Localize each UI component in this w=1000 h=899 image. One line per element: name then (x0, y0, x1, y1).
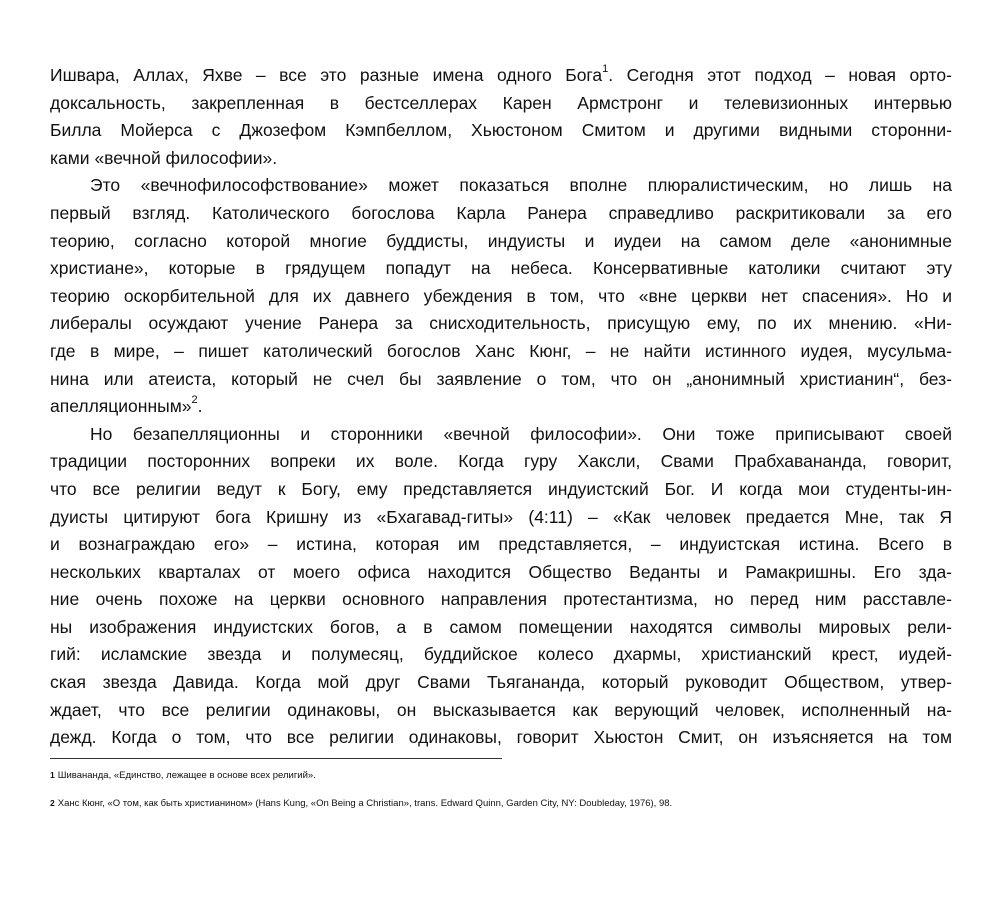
text-line: и вознаграждаю его» – истина, которая им представляется, – индуистская истина. Всего в (50, 534, 952, 555)
text-line: теорию, согласно которой многие буддисты, индуисты и иудеи на самом деле «анонимные (50, 230, 952, 251)
text-line: доксальность, закрепленная в бестселлерах Карен Армстронг и телевизионных интервью (50, 92, 952, 113)
text-line: нина или атеиста, который не счел бы заявление о том, что он „анонимный христианин“, без- (50, 368, 952, 389)
text-line: ская звезда Давида. Когда мой друг Свами Тьягананда, который руководит Обществом, утвер- (50, 672, 952, 693)
text-line: ждает, что все религии одинаковы, он высказывается как верующий человек, исполненный на- (50, 699, 952, 720)
text-line: Это «вечнофилософствование» может показаться вполне плюралистическим, но лишь на (90, 175, 952, 196)
text-line: Ишвара, Аллах, Яхве – все это разные имена одного Бога$^1$. Сегодня этот подход – новая орто- (50, 63, 952, 85)
text-line: Но безапелляционны и сторонники «вечной философии». Они тоже приписывают своей (90, 423, 952, 444)
text-line: нескольких кварталах от моего офиса находится Общество Веданты и Рамакришны. Его зда- (50, 561, 952, 582)
paragraph-1 (50, 62, 952, 172)
text-line: ние очень похоже на церкви основного направления протестантизма, но перед ним расставле- (50, 589, 952, 610)
footnote-text: Шивананда, «Единство, лежащее в основе всех религий». (57, 769, 316, 781)
footnote-ref-1[interactable]: 1 (602, 63, 609, 76)
text-line: Билла Мойерса с Джозефом Кэмпбеллом, Хьюстоном Смитом и другими видными сторонни- (50, 120, 952, 141)
footnote-2 (50, 797, 952, 811)
footnote-ref-2[interactable]: 2 (191, 394, 198, 407)
paragraph-2 (50, 172, 952, 420)
text-line: ками «вечной философии». (50, 147, 278, 168)
footnote-divider (50, 758, 502, 759)
text-line: где в мире, – пишет католический богослов Ханс Кюнг, – не найти истинного иудея, мусульма- (50, 340, 952, 361)
text-line: теорию оскорбительной для их давнего убеждения в том, что «вне церкви нет спасения». Но и (50, 285, 952, 306)
paragraph-3 (50, 421, 952, 752)
text-line: дуисты цитируют бога Кришну из «Бхагавад-гиты» (4:11) – «Как человек предается Мне, так Я (50, 506, 952, 527)
footnote-1 (50, 769, 952, 783)
footnotes (50, 769, 952, 811)
document-page (50, 62, 952, 825)
text-line: гий: исламские звезда и полумесяц, буддийское колесо дхармы, христианский крест, иудей- (50, 644, 952, 665)
text-line: либералы осуждают учение Ранера за снисходительность, присущую ему, по их мнению. «Ни- (50, 313, 952, 334)
text-line: первый взгляд. Католического богослова Карла Ранера справедливо раскритиковали за его (50, 202, 952, 223)
text-line: апелляционным»$^2$. (50, 394, 203, 417)
footnote-mark: 1 (50, 769, 55, 780)
text-line: ны изображения индуистских богов, а в самом помещении находятся символы мировых рели- (50, 616, 952, 637)
text-line: традиции посторонних вопреки их воле. Когда гуру Хаксли, Свами Прабхавананда, говорит, (50, 451, 952, 472)
body-text (50, 62, 952, 752)
footnote-mark: 2 (50, 797, 55, 808)
footnote-text: Ханс Кюнг, «О том, как быть христианином» (Hans Kung, «On Being a Christian», trans. Edward Quinn, Garden City, NY: Doubleday, 1976), 98. (57, 797, 673, 809)
text-line: что все религии ведут к Богу, ему представляется индуистский Бог. И когда мои студенты-ин- (50, 478, 952, 499)
text-line: дежд. Когда о том, что все религии одинаковы, говорит Хьюстон Смит, он изъясняется на том (50, 727, 952, 748)
text-line: христиане», которые в грядущем попадут на небеса. Консервативные католики считают эту (50, 258, 952, 279)
